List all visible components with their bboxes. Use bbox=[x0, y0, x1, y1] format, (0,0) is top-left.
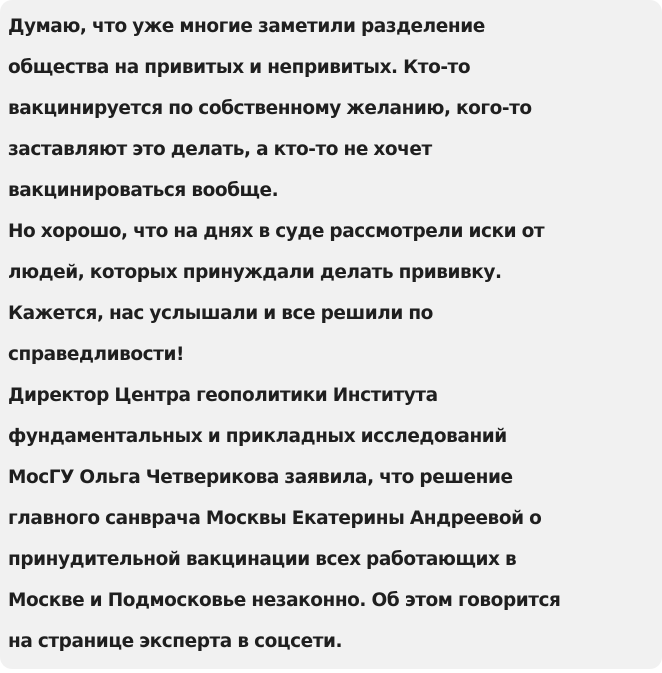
post-line: на странице эксперта в соцсети. bbox=[8, 631, 343, 652]
post-line: справедливости! bbox=[8, 344, 184, 365]
post-line: заставляют это делать, а кто-то не хочет bbox=[8, 139, 432, 160]
post-text bbox=[8, 6, 662, 662]
post-line: Кажется, нас услышали и все решили по bbox=[8, 303, 433, 324]
post-line: главного санврача Москвы Екатерины Андреевой о bbox=[8, 508, 542, 529]
post-line: Но хорошо, что на днях в суде рассмотрели иски от bbox=[8, 221, 545, 242]
post-line: принудительной вакцинации всех работающих в bbox=[8, 549, 517, 570]
post-line: Москве и Подмосковье незаконно. Об этом говорится bbox=[8, 590, 561, 611]
post-line: вакцинироваться вообще. bbox=[8, 180, 279, 201]
post-line: вакцинируется по собственному желанию, кого-то bbox=[8, 98, 532, 119]
post-line: фундаментальных и прикладных исследований bbox=[8, 426, 507, 447]
post-line: общества на привитых и непривитых. Кто-то bbox=[8, 57, 471, 78]
post-line: Директор Центра геополитики Института bbox=[8, 385, 438, 406]
post-line: Думаю, что уже многие заметили разделение bbox=[8, 16, 485, 37]
post-line: МосГУ Ольга Четверикова заявила, что решение bbox=[8, 467, 513, 488]
post-line: людей, которых принуждали делать прививку. bbox=[8, 262, 502, 283]
